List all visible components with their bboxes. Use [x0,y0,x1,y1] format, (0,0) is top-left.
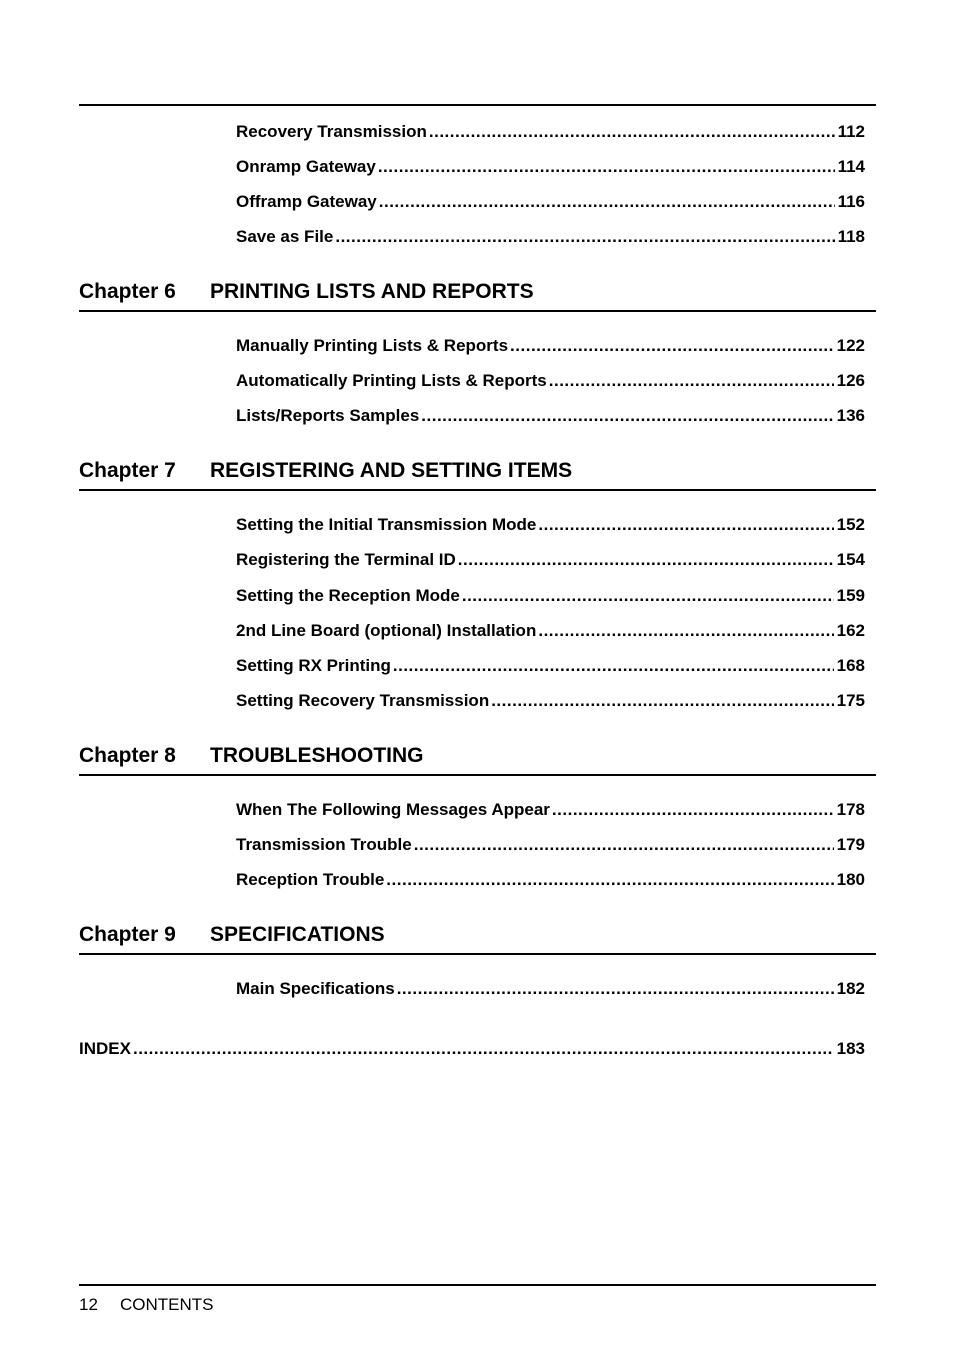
toc-entry-title: 2nd Line Board (optional) Installation [236,621,537,640]
page-number: 12 [79,1295,98,1314]
toc-entry-title: Recovery Transmission [236,122,427,141]
toc-entry-title: Manually Printing Lists & Reports [236,336,509,355]
toc-entry[interactable] [236,336,865,358]
toc-entry-title: Registering the Terminal ID [236,550,456,569]
bottom-rule [79,1284,876,1286]
toc-entry-title: Lists/Reports Samples [236,406,420,425]
toc-entry-page: 136 [836,406,865,425]
chapter-label: Chapter 6 [79,280,176,303]
dot-leader [462,586,834,606]
toc-entry-page: 179 [836,835,865,854]
toc-entry-page: 122 [836,336,865,355]
dot-leader [538,515,833,535]
toc-entry-title: Setting RX Printing [236,656,391,675]
dot-leader [491,691,833,711]
dot-leader [393,656,834,676]
toc-entry-title: When The Following Messages Appear [236,800,550,819]
toc-entry-title: Save as File [236,227,334,246]
toc-entry-page: 183 [836,1039,865,1058]
toc-entry-page: 126 [836,371,865,390]
toc-entry-title: INDEX [79,1039,131,1058]
chapter-label: Chapter 9 [79,923,176,946]
toc-entry[interactable] [236,870,865,892]
toc-entry-title: Setting the Reception Mode [236,586,460,605]
toc-entry[interactable] [236,227,865,249]
dot-leader [510,336,834,356]
toc-entry-page: 159 [836,586,865,605]
chapter-heading-7[interactable] [79,455,876,491]
chapter-name: PRINTING LISTS AND REPORTS [210,280,534,303]
toc-entry-title: Setting the Initial Transmission Mode [236,515,537,534]
toc-entry-page: 118 [837,227,865,246]
chapter-label: Chapter 7 [79,459,176,482]
dot-leader [458,550,834,570]
footer-section: CONTENTS [120,1295,214,1314]
toc-entry-page: 162 [836,621,865,640]
toc-entry-page: 114 [837,157,865,176]
toc-entry[interactable] [236,550,865,572]
toc-entry-page: 180 [836,870,865,889]
dot-leader [552,800,834,820]
toc-entry-title: Reception Trouble [236,870,385,889]
dot-leader [429,122,835,142]
top-rule [79,104,876,106]
dot-leader [386,870,833,890]
toc-entry[interactable] [236,586,865,608]
toc-entry-title: Setting Recovery Transmission [236,691,490,710]
toc-entry[interactable] [236,157,865,179]
toc-entry[interactable] [236,691,865,713]
chapter-label: Chapter 8 [79,744,176,767]
page-footer [79,1295,214,1315]
dot-leader [397,979,834,999]
dot-leader [549,371,834,391]
toc-entry-page: 178 [836,800,865,819]
dot-leader [133,1039,834,1059]
dot-leader [378,157,835,177]
toc-entry[interactable] [236,371,865,393]
toc-entry-title: Onramp Gateway [236,157,376,176]
toc-entry[interactable] [236,515,865,537]
toc-entry-page: 168 [836,656,865,675]
toc-entry-page: 116 [837,192,865,211]
toc-entry[interactable] [236,979,865,1001]
toc-entry-title: Transmission Trouble [236,835,412,854]
toc-entry[interactable] [236,122,865,144]
toc-entry-page: 175 [836,691,865,710]
toc-entry[interactable] [236,192,865,214]
toc-entry-title: Offramp Gateway [236,192,377,211]
toc-entry[interactable] [236,656,865,678]
chapter-name: TROUBLESHOOTING [210,744,424,767]
toc-entry-page: 182 [836,979,865,998]
toc-entry-page: 154 [836,550,865,569]
chapter-heading-6[interactable] [79,276,876,312]
toc-entry-page: 112 [837,122,865,141]
chapter-heading-8[interactable] [79,740,876,776]
toc-entry[interactable] [236,835,865,857]
chapter-name: SPECIFICATIONS [210,923,385,946]
toc-entry-title: Automatically Printing Lists & Reports [236,371,547,390]
toc-entry[interactable] [236,406,865,428]
toc-entry-page: 152 [836,515,865,534]
chapter-heading-9[interactable] [79,919,876,955]
dot-leader [538,621,833,641]
dot-leader [421,406,833,426]
dot-leader [414,835,834,855]
toc-entry[interactable] [236,800,865,822]
dot-leader [379,192,835,212]
chapter-name: REGISTERING AND SETTING ITEMS [210,459,573,482]
toc-entry-title: Main Specifications [236,979,395,998]
toc-entry[interactable] [236,621,865,643]
dot-leader [335,227,834,247]
toc-entry-index[interactable] [79,1039,865,1061]
